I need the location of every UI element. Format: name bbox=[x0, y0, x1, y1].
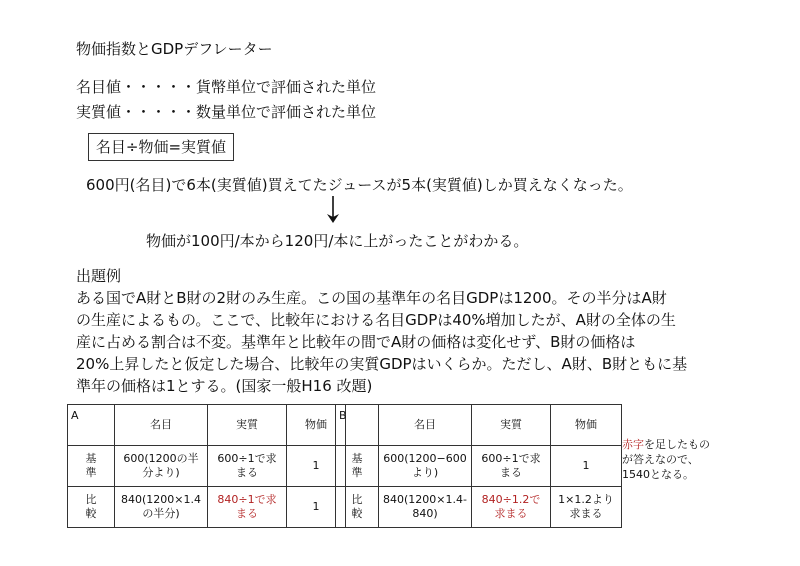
table-b-header-price: 物価 bbox=[551, 405, 622, 446]
row-label-comparison: 比 較 bbox=[336, 487, 379, 528]
cell-nominal: 840(1200×1.4 の半分) bbox=[115, 487, 208, 528]
example-label: 出題例 bbox=[76, 267, 122, 285]
table-b-header-real: 実質 bbox=[472, 405, 551, 446]
nominal-definition: 名目値・・・・・貨幣単位で評価された単位 bbox=[76, 78, 377, 96]
cell-real-highlight: 840÷1で求 まる bbox=[208, 487, 287, 528]
answer-note bbox=[622, 437, 732, 482]
table-a bbox=[67, 404, 346, 528]
note-line1-rest: を足したもの bbox=[644, 438, 710, 451]
note-line2: が答えなので、 bbox=[622, 453, 699, 466]
cell-real: 600÷1で求 まる bbox=[208, 446, 287, 487]
example-sentence: 600円(名目)で6本(実質値)買えてたジュースが5本(実質値)しか買えなくなった。 bbox=[86, 176, 633, 194]
cell-price: 1 bbox=[287, 487, 346, 528]
cell-nominal: 600(1200−600 より) bbox=[379, 446, 472, 487]
table-b-header-row bbox=[336, 405, 622, 446]
problem-line: 産に占める割合は不変。基準年と比較年の間でA財の価格は変化せず、B財の価格は bbox=[76, 333, 636, 351]
table-row bbox=[68, 446, 346, 487]
table-b-corner: B bbox=[336, 405, 379, 446]
table-a-header-nominal: 名目 bbox=[115, 405, 208, 446]
down-arrow-icon bbox=[325, 196, 341, 224]
note-red-word: 赤字 bbox=[622, 438, 644, 451]
conclusion-sentence: 物価が100円/本から120円/本に上がったことがわかる。 bbox=[146, 232, 529, 250]
cell-nominal: 600(1200の半 分より) bbox=[115, 446, 208, 487]
cell-price: 1 bbox=[287, 446, 346, 487]
note-line3: 1540となる。 bbox=[622, 468, 694, 481]
table-b-header-nominal: 名目 bbox=[379, 405, 472, 446]
table-a-header-row bbox=[68, 405, 346, 446]
table-row bbox=[336, 446, 622, 487]
table-row bbox=[68, 487, 346, 528]
cell-price: 1×1.2より 求まる bbox=[551, 487, 622, 528]
row-label-base: 基 準 bbox=[336, 446, 379, 487]
problem-text bbox=[76, 287, 716, 397]
row-label-comparison: 比 較 bbox=[68, 487, 115, 528]
table-b bbox=[335, 404, 622, 528]
table-a-corner: A bbox=[68, 405, 115, 446]
formula-box: 名目÷物価=実質値 bbox=[88, 133, 234, 161]
page-title: 物価指数とGDPデフレーター bbox=[76, 40, 273, 58]
real-definition: 実質値・・・・・数量単位で評価された単位 bbox=[76, 103, 377, 121]
problem-line: 準年の価格は1とする。(国家一般H16 改題) bbox=[76, 377, 373, 395]
cell-price: 1 bbox=[551, 446, 622, 487]
table-row bbox=[336, 487, 622, 528]
problem-line: 20%上昇したと仮定した場合、比較年の実質GDPはいくらか。ただし、A財、B財ともに基 bbox=[76, 355, 688, 373]
problem-line: の生産によるもの。ここで、比較年における名目GDPは40%増加したが、A財の全体の生 bbox=[76, 311, 676, 329]
table-a-header-real: 実質 bbox=[208, 405, 287, 446]
problem-line: ある国でA財とB財の2財のみ生産。この国の基準年の名目GDPは1200。その半分はA財 bbox=[76, 289, 667, 307]
cell-nominal: 840(1200×1.4- 840) bbox=[379, 487, 472, 528]
cell-real: 600÷1で求 まる bbox=[472, 446, 551, 487]
row-label-base: 基 準 bbox=[68, 446, 115, 487]
cell-real-highlight: 840÷1.2で 求まる bbox=[472, 487, 551, 528]
table-a-header-price: 物価 bbox=[287, 405, 346, 446]
